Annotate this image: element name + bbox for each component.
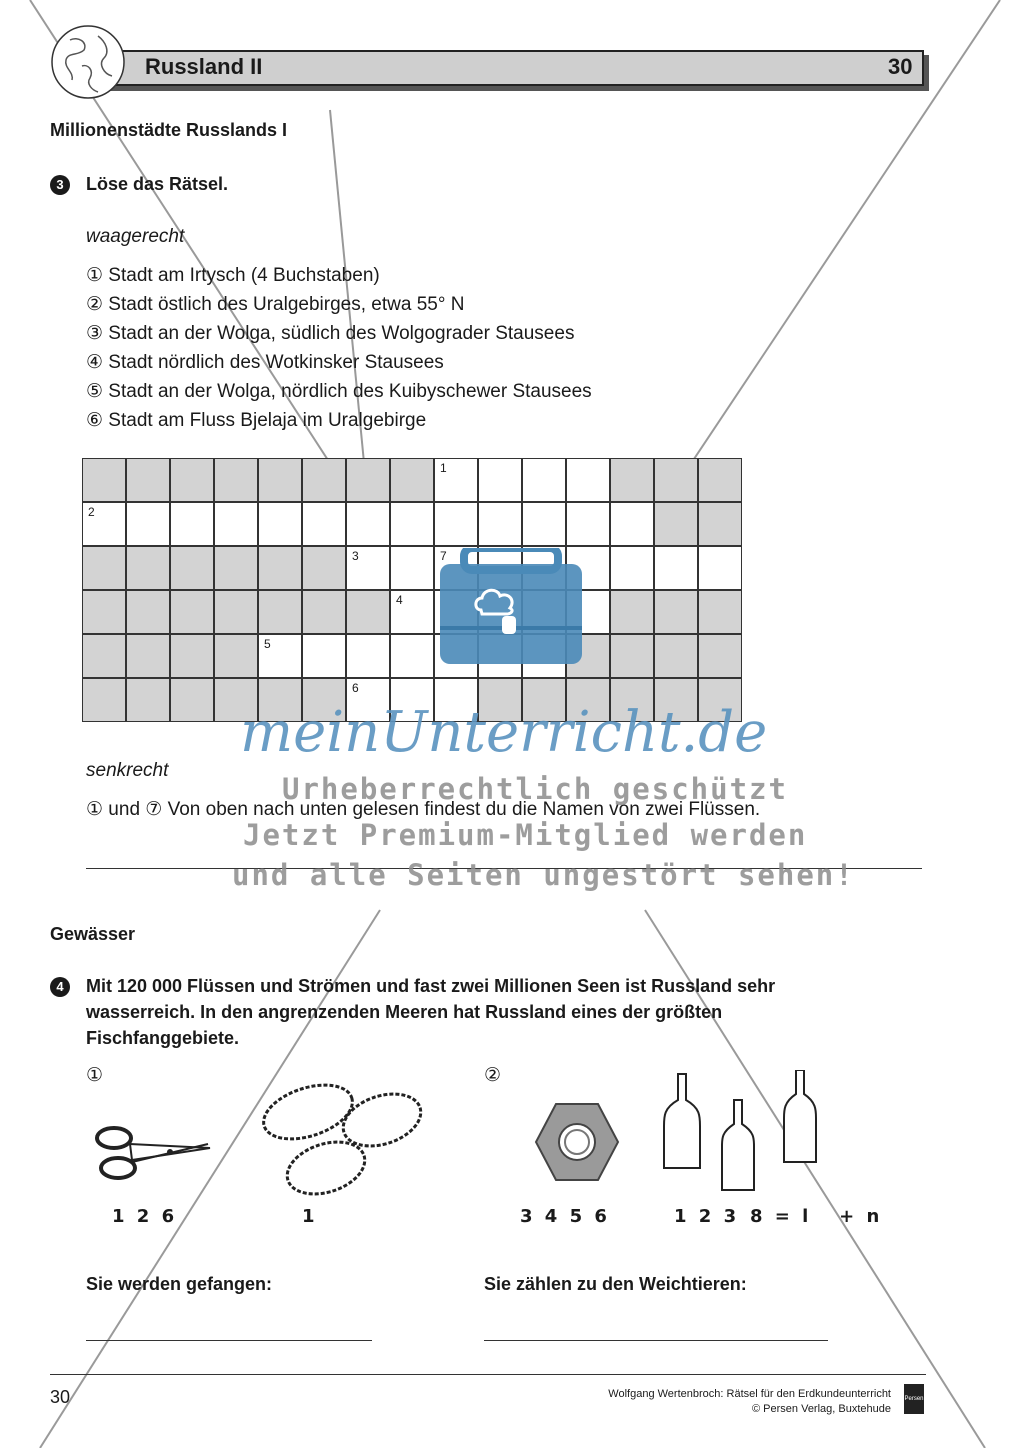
crossword-blocked-cell [126, 678, 170, 722]
puzzle2-code-left: 3 4 5 6 [520, 1206, 610, 1227]
across-label: waagerecht [86, 226, 185, 247]
crossword-cell[interactable] [258, 634, 302, 678]
task4-text-line-2: wasserreich. In den angrenzenden Meeren hat Russland eines der größten [86, 1002, 723, 1022]
crossword-blocked-cell [258, 458, 302, 502]
crossword-cell[interactable] [566, 502, 610, 546]
task4-text-line-1: Mit 120 000 Flüssen und Strömen und fast zwei Millionen Seen ist Russland sehr [86, 976, 776, 996]
crossword-blocked-cell [170, 634, 214, 678]
puzzle2-code-right: 1 2 3 [674, 1206, 740, 1227]
crossword-blocked-cell [170, 678, 214, 722]
briefcase-watermark-icon [436, 548, 586, 666]
crossword-cell-number: 5 [264, 637, 271, 651]
crossword-cell[interactable] [390, 590, 434, 634]
crossword-cell[interactable] [654, 546, 698, 590]
task3-label: Löse das Rätsel. [86, 174, 229, 194]
bottles-icon [656, 1070, 836, 1194]
crossword-cell[interactable] [478, 502, 522, 546]
crossword-blocked-cell [214, 590, 258, 634]
across-clue-4: ④ Stadt nördlich des Wotkinsker Stausees [86, 352, 444, 373]
crossword-blocked-cell [82, 634, 126, 678]
crossword-cell[interactable] [258, 502, 302, 546]
task4-number-badge: 4 [50, 977, 70, 997]
crossword-cell[interactable] [610, 546, 654, 590]
crossword-cell[interactable] [170, 502, 214, 546]
crossword-cell[interactable] [566, 458, 610, 502]
crossword-cell[interactable] [82, 502, 126, 546]
crossword-cell[interactable] [610, 502, 654, 546]
page-title: Russland II [145, 54, 263, 79]
globe-icon [48, 22, 128, 102]
crossword-cell[interactable] [390, 546, 434, 590]
crossword-cell[interactable] [478, 458, 522, 502]
crossword-blocked-cell [346, 590, 390, 634]
watermark-line-3: und alle Seiten ungestört sehen! [232, 858, 855, 892]
crossword-blocked-cell [126, 546, 170, 590]
crossword-blocked-cell [170, 458, 214, 502]
task4-text-line-3: Fischfanggebiete. [86, 1028, 240, 1048]
crossword-blocked-cell [610, 634, 654, 678]
crossword-blocked-cell [302, 590, 346, 634]
section2-heading: Gewässer [50, 924, 136, 944]
crossword-cell[interactable] [698, 546, 742, 590]
header-page-number: 30 [888, 54, 913, 79]
task3-number-badge: 3 [50, 175, 70, 195]
crossword-blocked-cell [346, 458, 390, 502]
crossword-blocked-cell [258, 590, 302, 634]
crossword-blocked-cell [126, 634, 170, 678]
crossword-blocked-cell [258, 546, 302, 590]
puzzle2-answer-label: Sie zählen zu den Weichtieren: [484, 1274, 747, 1294]
watermark-line-1: Urheberrechtlich geschützt [282, 772, 788, 806]
crossword-blocked-cell [302, 546, 346, 590]
footer-divider [50, 1374, 926, 1375]
crossword-blocked-cell [126, 590, 170, 634]
watermark-line-2: Jetzt Premium-Mitglied werden [243, 818, 808, 852]
crossword-cell[interactable] [126, 502, 170, 546]
puzzle2-answer-line [484, 1340, 828, 1341]
puzzle1-answer-label: Sie werden gefangen: [86, 1274, 273, 1294]
crossword-cell-number: 2 [88, 505, 95, 519]
crossword-blocked-cell [82, 546, 126, 590]
crossword-blocked-cell [654, 502, 698, 546]
hex-nut-icon [534, 1102, 620, 1182]
crossword-blocked-cell [170, 590, 214, 634]
crossword-cell[interactable] [522, 458, 566, 502]
crossword-cell-number: 6 [352, 681, 359, 695]
crossword-blocked-cell [698, 634, 742, 678]
crossword-blocked-cell [214, 634, 258, 678]
crossword-grid [82, 458, 742, 722]
crossword-blocked-cell [214, 458, 258, 502]
crossword-blocked-cell [698, 590, 742, 634]
across-clue-5: ⑤ Stadt an der Wolga, nördlich des Kuibyschewer Stausees [86, 381, 592, 402]
crossword-cell[interactable] [302, 502, 346, 546]
crossword-cell[interactable] [346, 634, 390, 678]
across-clue-2: ② Stadt östlich des Uralgebirges, etwa 55° N [86, 294, 465, 315]
crossword-cell[interactable] [434, 458, 478, 502]
rings-icon [254, 1080, 434, 1198]
crossword-blocked-cell [170, 546, 214, 590]
crossword-blocked-cell [390, 458, 434, 502]
crossword-blocked-cell [126, 458, 170, 502]
crossword-blocked-cell [82, 678, 126, 722]
crossword-cell[interactable] [214, 502, 258, 546]
footer-credit-author: Wolfgang Wertenbroch: Rätsel für den Erdkundeunterricht [608, 1388, 891, 1400]
footer-page-number: 30 [50, 1387, 71, 1407]
crossword-cell[interactable] [346, 502, 390, 546]
crossword-blocked-cell [654, 590, 698, 634]
down-label: senkrecht [86, 760, 169, 781]
scissors-icon [92, 1118, 212, 1188]
crossword-blocked-cell [654, 458, 698, 502]
crossword-blocked-cell [698, 502, 742, 546]
crossword-cell-number: 4 [396, 593, 403, 607]
crossword-cell[interactable] [390, 634, 434, 678]
puzzle1-code-left: 1 2 6 [112, 1206, 178, 1227]
crossword-blocked-cell [610, 590, 654, 634]
across-clue-1: ① Stadt am Irtysch (4 Buchstaben) [86, 265, 380, 286]
crossword-blocked-cell [82, 590, 126, 634]
puzzle2-code-extra: 8 = l + n [750, 1206, 883, 1227]
watermark-brand: meinUnterricht.de [240, 700, 768, 765]
crossword-blocked-cell [610, 458, 654, 502]
crossword-blocked-cell [654, 634, 698, 678]
across-clue-3: ③ Stadt an der Wolga, südlich des Wolgograder Stausees [86, 323, 575, 344]
crossword-blocked-cell [214, 546, 258, 590]
crossword-blocked-cell [302, 458, 346, 502]
section1-heading: Millionenstädte Russlands I [50, 120, 288, 140]
crossword-blocked-cell [698, 458, 742, 502]
crossword-cell[interactable] [390, 502, 434, 546]
crossword-cell-number: 3 [352, 549, 359, 563]
crossword-cell[interactable] [522, 502, 566, 546]
crossword-blocked-cell [82, 458, 126, 502]
puzzle1-answer-line [86, 1340, 372, 1341]
crossword-cell-number: 7 [440, 549, 447, 563]
crossword-cell-number: 1 [440, 461, 447, 475]
puzzle1-code-right: 1 [302, 1206, 318, 1227]
footer-credit-publisher: © Persen Verlag, Buxtehude [752, 1403, 891, 1415]
crossword-cell[interactable] [346, 546, 390, 590]
crossword-cell[interactable] [434, 502, 478, 546]
crossword-cell[interactable] [302, 634, 346, 678]
down-clue: ① und ⑦ Von oben nach unten gelesen findest du die Namen von zwei Flüssen. [86, 799, 761, 820]
puzzle2-label: ② [484, 1065, 502, 1086]
puzzle1-label: ① [86, 1065, 104, 1086]
across-clue-6: ⑥ Stadt am Fluss Bjelaja im Uralgebirge [86, 410, 427, 431]
publisher-logo: Persen [904, 1384, 924, 1414]
